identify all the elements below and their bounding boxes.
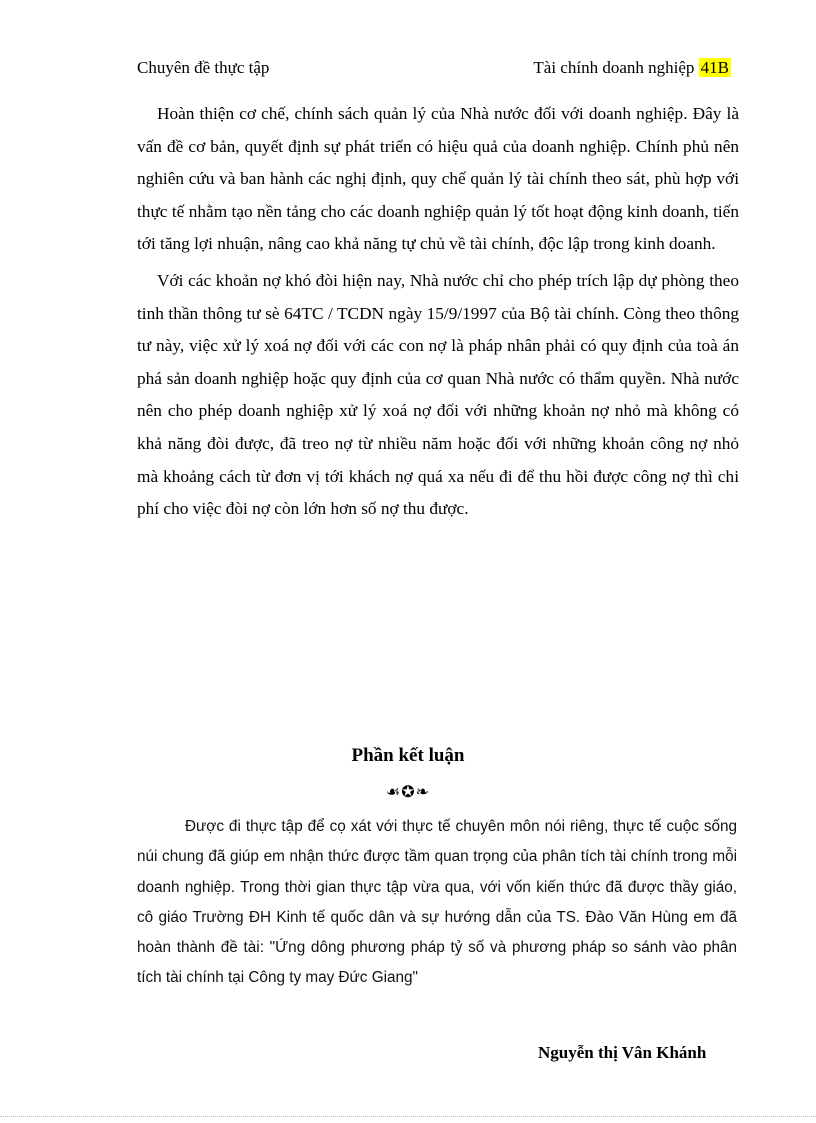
footer-divider <box>0 1116 816 1117</box>
ornament-icon: ☙✪❧ <box>385 784 431 801</box>
header-left-title: Chuyên đề thực tập <box>137 58 270 77</box>
body-text <box>137 98 739 530</box>
conclusion-text <box>137 812 737 994</box>
page-header <box>137 58 731 84</box>
signature: Nguyễn thị Vân Khánh <box>538 1043 707 1062</box>
body-paragraph-2: Với các khoản nợ khó đòi hiện nay, Nhà nước chỉ cho phép trích lập dự phòng theo tinh thần thông tư sè 64TC / TCDN ngày 15/9/1997 của Bộ tài chính. Còng theo thông tư này, việc xử lý xoá nợ đối với các con nợ là pháp nhân phải có quy định của toà án phá sản doanh nghiệp hoặc quy định của cơ quan Nhà nước có thẩm quyền. Nhà nước nên cho phép doanh nghiệp xử lý xoá nợ đối với những khoản nợ nhỏ mà không có khả năng đòi được, đã treo nợ từ nhiều năm hoặc đối với những khoản công nợ nhỏ mà khoảng cách từ đơn vị tới khách nợ quá xa nếu đi để thu hồi được công nợ thì chi phí cho việc đòi nợ còn lớn hơn số nợ thu được. <box>137 270 739 519</box>
body-paragraph-1: Hoàn thiện cơ chế, chính sách quản lý của Nhà nước đối với doanh nghiệp. Đây là vấn đề cơ bản, quyết định sự phát triển có hiệu quả của doanh nghiệp. Chính phủ nên nghiên cứu và ban hành các nghị định, quy chế quản lý tài chính theo sát, phù hợp với thực tế nhằm tạo nền tảng cho các doanh nghiệp quản lý tốt hoạt động kinh doanh, tiến tới tăng lợi nhuận, nâng cao khả năng tự chủ về tài chính, độc lập trong kinh doanh. <box>137 104 739 254</box>
header-class-highlight: 41B <box>700 58 729 77</box>
conclusion-title: Phần kết luận <box>351 745 465 766</box>
conclusion-paragraph: Được đi thực tập để cọ xát với thực tế chuyên môn nói riêng, thực tế cuộc sống núi chung đã giúp em nhận thức được tầm quan trọng của phân tích tài chính trong mỗi doanh nghiệp. Trong thời gian thực tập vừa qua, với vốn kiến thức đã được thầy giáo, cô giáo Trường ĐH Kinh tế quốc dân và sự hướng dẫn của TS. Đào Văn Hùng em đã hoàn thành đề tài: "Ứng dông phương pháp tỷ số và phương pháp so sánh vào phân tích tài chính tại Công ty may Đức Giang" <box>137 818 737 987</box>
header-right-title <box>533 58 731 78</box>
header-right-text: Tài chính doanh nghiệp <box>533 58 695 77</box>
